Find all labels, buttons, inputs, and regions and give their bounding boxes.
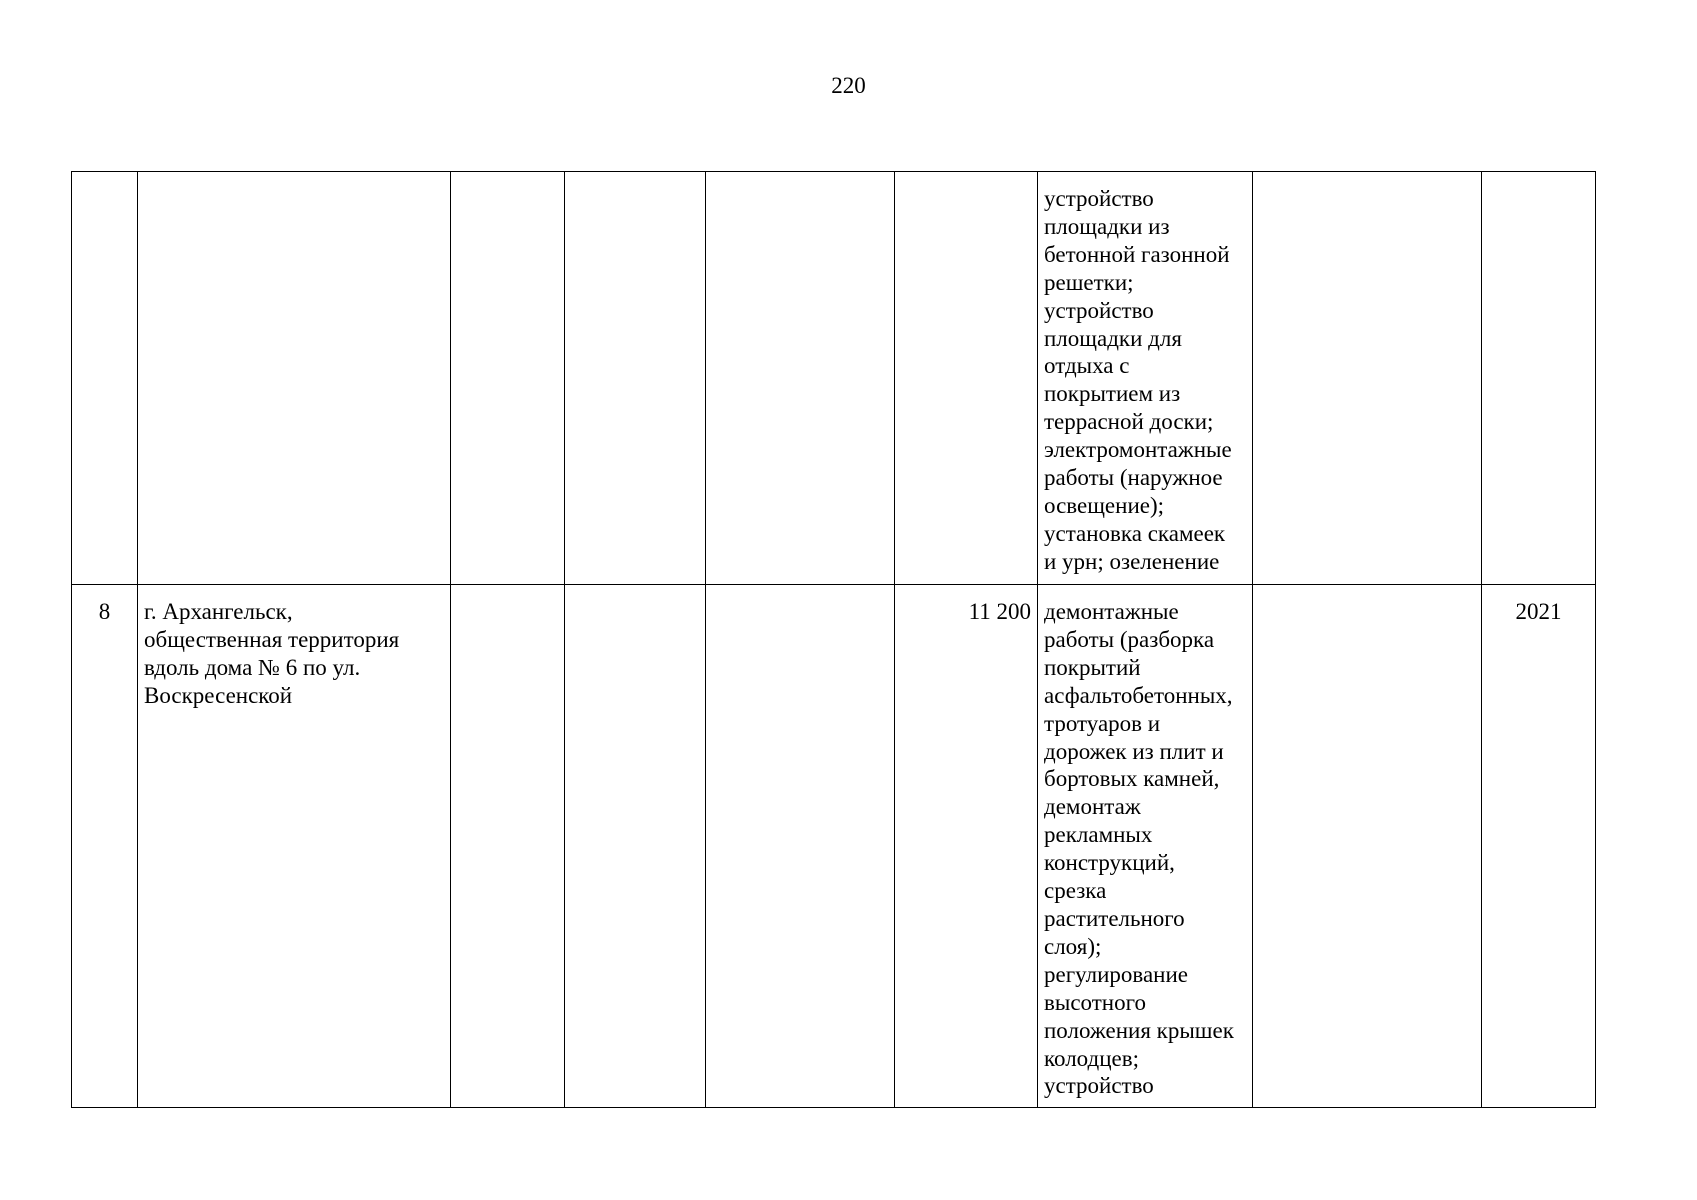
amount-cell: 11 200 <box>895 585 1038 1108</box>
address-cell: г. Архангельск, общественная территория вдоль дома № 6 по ул. Воскресенской <box>138 585 451 1108</box>
page-number: 220 <box>831 73 866 98</box>
empty-cell <box>451 585 565 1108</box>
table-row <box>72 172 1596 585</box>
year-cell <box>1482 172 1596 585</box>
empty-cell <box>1253 585 1482 1108</box>
row-number-cell: 8 <box>72 585 138 1108</box>
empty-cell <box>1253 172 1482 585</box>
empty-cell <box>706 585 895 1108</box>
empty-cell <box>565 172 706 585</box>
row-number-cell <box>72 172 138 585</box>
address-cell <box>138 172 451 585</box>
amount-cell <box>895 172 1038 585</box>
empty-cell <box>706 172 895 585</box>
empty-cell <box>451 172 565 585</box>
table-row <box>72 585 1596 1108</box>
works-table <box>71 171 1596 1108</box>
year-cell: 2021 <box>1482 585 1596 1108</box>
empty-cell <box>565 585 706 1108</box>
works-cell: устройство площадки из бетонной газонной решетки; устройство площадки для отдыха с покрытием из террасной доски; электромонтажные работы (наружное освещение); установка скамеек и урн; озеленение <box>1038 172 1253 585</box>
works-cell: демонтажные работы (разборка покрытий асфальтобетонных, тротуаров и дорожек из плит и бортовых камней, демонтаж рекламных конструкций, срезка растительного слоя); регулирование высотного положения крышек колодцев; устройство <box>1038 585 1253 1108</box>
